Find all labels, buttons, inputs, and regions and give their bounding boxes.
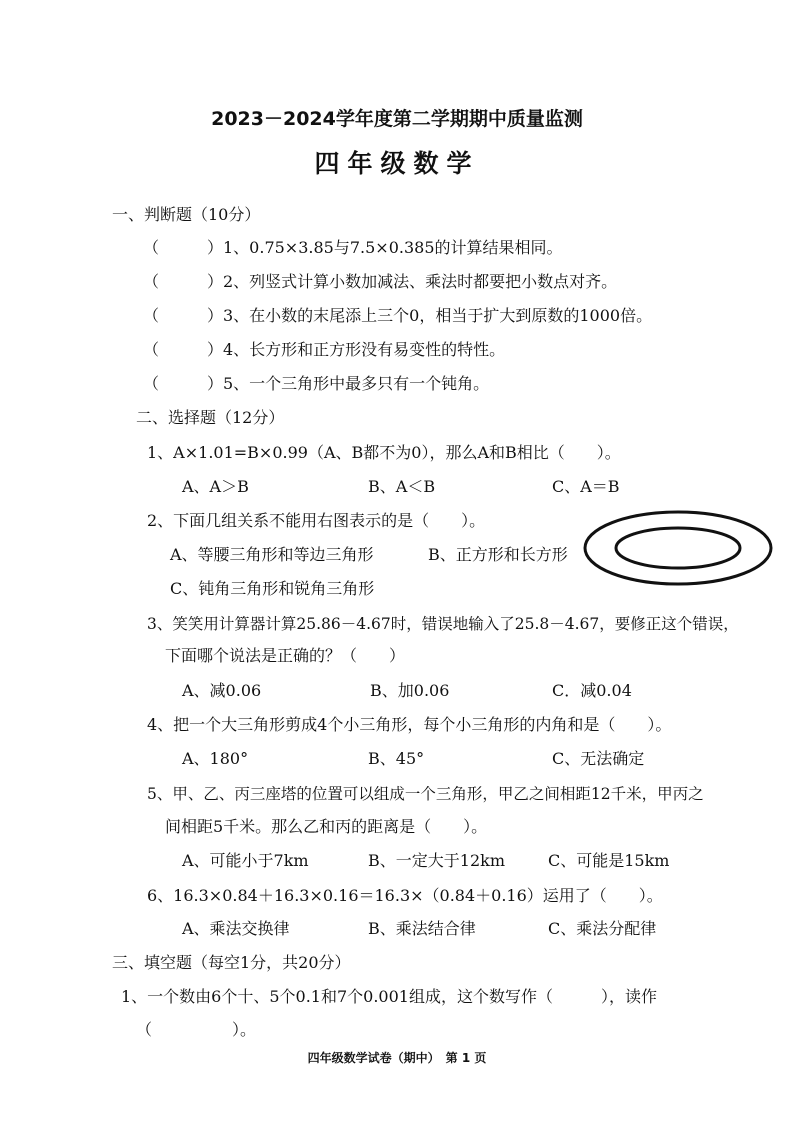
choice-q1-stem: 1、A×1.01=B×0.99（A、B都不为0），那么A和B相比（ ）。: [147, 443, 621, 462]
choice-q1-option-c: C、A＝B: [552, 477, 620, 496]
choice-q4-option-c: C、无法确定: [552, 749, 645, 768]
choice-q2-stem: 2、下面几组关系不能用右图表示的是（ ）。: [147, 511, 486, 530]
choice-q2-option-b: B、正方形和长方形: [428, 545, 568, 564]
exam-subtitle: 四年级数学: [314, 149, 480, 178]
choice-q5-option-a: A、可能小于7km: [182, 851, 309, 870]
fill-q1-line1: 1、一个数由6个十、5个0.1和7个0.001组成，这个数写作（ ），读作: [121, 987, 657, 1006]
choice-q5-option-c: C、可能是15km: [548, 851, 670, 870]
inner-ellipse: [616, 528, 740, 568]
choice-q1-option-b: B、A＜B: [368, 477, 436, 496]
judgement-item-2: （ ）2、列竖式计算小数加减法、乘法时都要把小数点对齐。: [143, 272, 618, 291]
choice-q6-option-c: C、乘法分配律: [548, 919, 657, 938]
judgement-item-3: （ ）3、在小数的末尾添上三个0，相当于扩大到原数的1000倍。: [143, 306, 653, 325]
judgement-item-5: （ ）5、一个三角形中最多只有一个钝角。: [143, 374, 490, 393]
choice-q4-option-a: A、180°: [182, 749, 249, 768]
choice-q5-stem-line2: 间相距5千米。那么乙和丙的距离是（ ）。: [165, 817, 488, 836]
choice-q6-option-b: B、乘法结合律: [368, 919, 476, 938]
page-footer: 四年级数学试卷（期中） 第 1 页: [307, 1051, 487, 1065]
section-heading-choice: 二、选择题（12分）: [136, 408, 285, 427]
choice-q3-stem-line2: 下面哪个说法是正确的？（ ）: [165, 646, 406, 665]
choice-q1-option-a: A、A＞B: [182, 477, 249, 496]
fill-q1-line2: （ ）。: [136, 1020, 257, 1039]
choice-q5-stem-line1: 5、甲、乙、丙三座塔的位置可以组成一个三角形，甲乙之间相距12千米，甲丙之: [147, 785, 704, 803]
section-heading-fill-blank: 三、填空题（每空1分，共20分）: [112, 953, 351, 972]
choice-q3-option-c: C．减0.04: [552, 681, 632, 700]
choice-q6-stem: 6、16.3×0.84＋16.3×0.16＝16.3×（0.84＋0.16）运用了（ ）。: [147, 886, 663, 905]
choice-q3-option-b: B、加0.06: [370, 681, 450, 700]
choice-q2-option-a: A、等腰三角形和等边三角形: [170, 545, 374, 564]
outer-ellipse: [585, 512, 771, 584]
exam-title: 2023－2024学年度第二学期期中质量监测: [211, 108, 583, 130]
judgement-item-1: （ ）1、0.75×3.85与7.5×0.385的计算结果相同。: [143, 238, 563, 257]
section-heading-judgement: 一、判断题（10分）: [112, 205, 261, 224]
choice-q4-stem: 4、把一个大三角形剪成4个小三角形，每个小三角形的内角和是（ ）。: [147, 715, 672, 734]
choice-q3-stem-line1: 3、笑笑用计算器计算25.86－4.67时，错误地输入了25.8－4.67，要修正这个错误，: [147, 615, 739, 633]
choice-q5-option-b: B、一定大于12km: [368, 851, 505, 870]
choice-q2-option-c: C、钝角三角形和锐角三角形: [170, 579, 375, 598]
choice-q3-option-a: A、减0.06: [182, 681, 262, 700]
nested-ellipse-figure: [582, 508, 776, 588]
choice-q4-option-b: B、45°: [368, 749, 425, 768]
choice-q6-option-a: A、乘法交换律: [182, 919, 290, 938]
judgement-item-4: （ ）4、长方形和正方形没有易变性的特性。: [143, 340, 506, 359]
